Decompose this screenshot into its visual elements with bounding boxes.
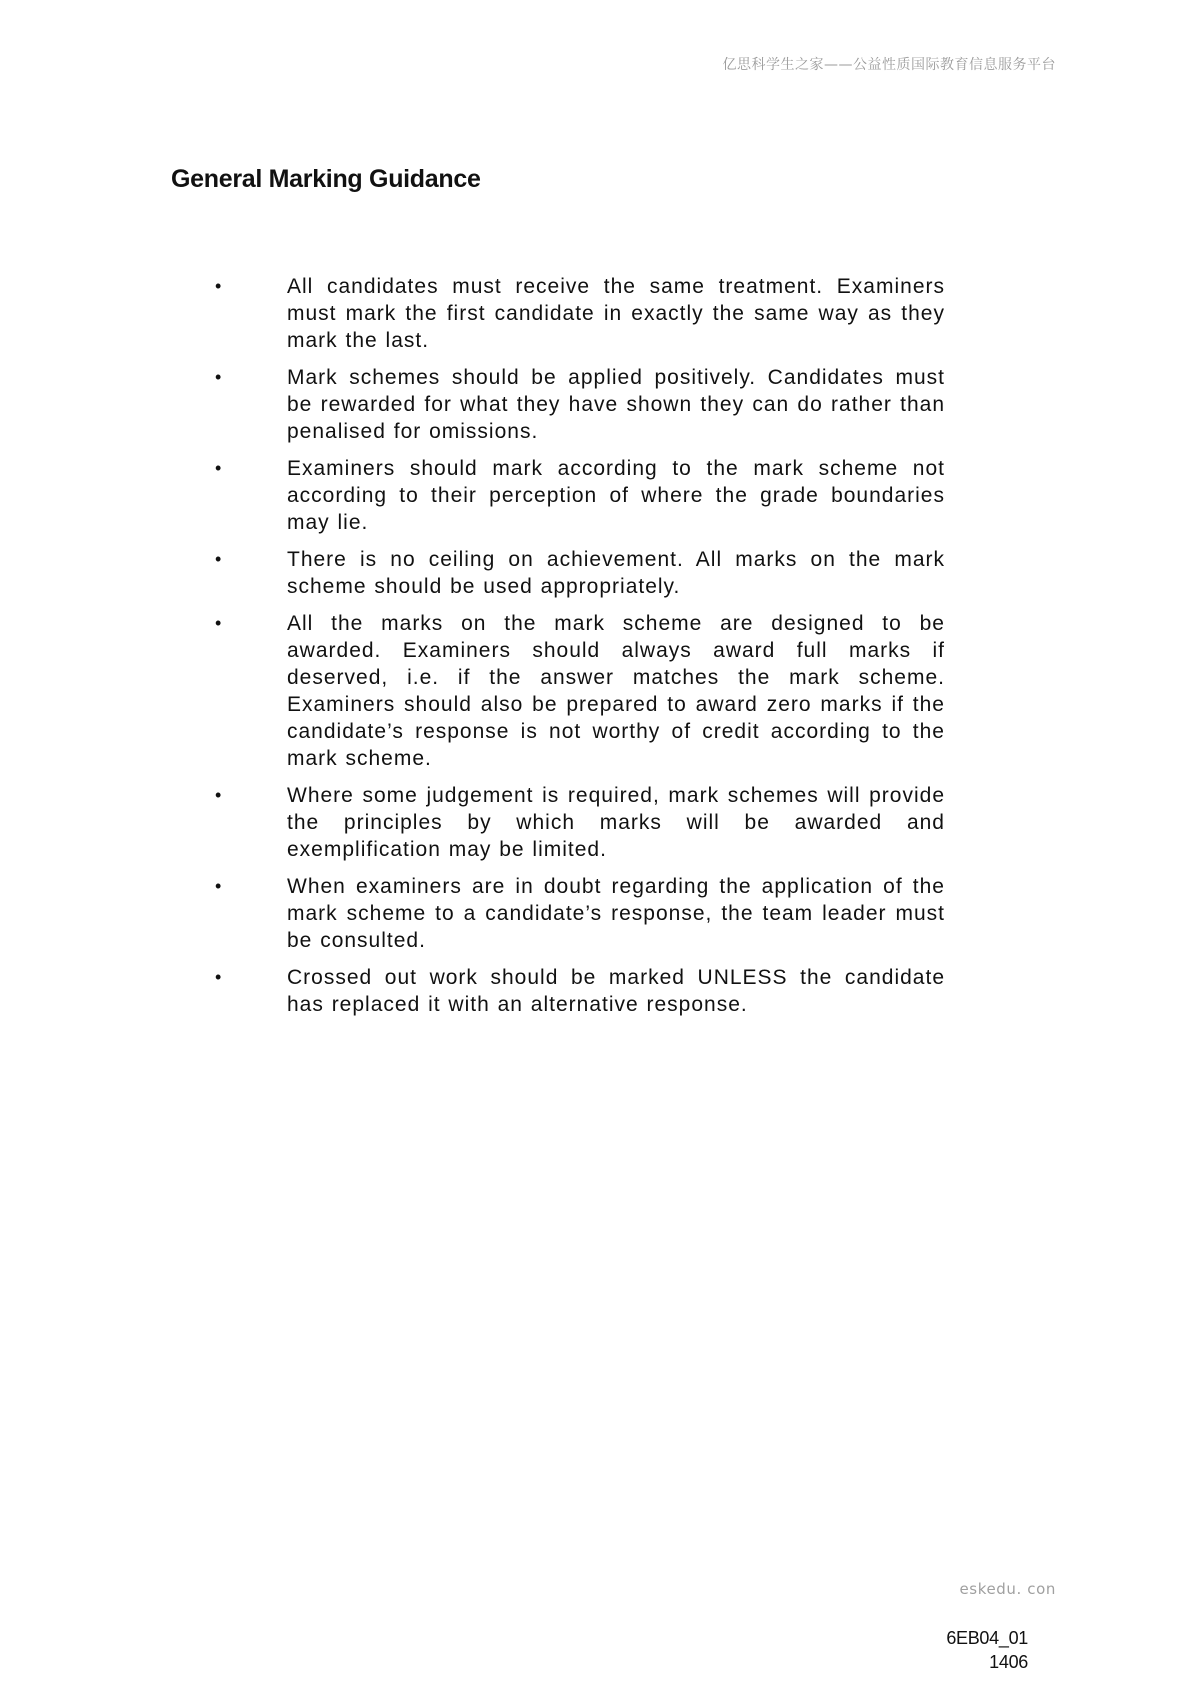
- list-item: [213, 273, 945, 354]
- list-item: [213, 546, 945, 600]
- list-item-text: Where some judgement is required, mark schemes will provide the principles by which marks will be awarded and exemplification may be limited.: [287, 784, 945, 861]
- guidance-list: [213, 273, 945, 1028]
- bullet-icon: •: [215, 613, 222, 633]
- list-item-text: When examiners are in doubt regarding the application of the mark scheme to a candidate’s response, the team leader must be consulted.: [287, 875, 945, 952]
- list-item: [213, 873, 945, 954]
- list-item: [213, 610, 945, 772]
- list-item-text: Crossed out work should be marked UNLESS the candidate has replaced it with an alternative response.: [287, 966, 945, 1016]
- bullet-icon: •: [215, 549, 222, 569]
- list-item: [213, 455, 945, 536]
- list-item-text: All the marks on the mark scheme are designed to be awarded. Examiners should always award full marks if deserved, i.e. if the answer matches the mark scheme. Examiners should also be prepared to award zero marks if the candidate’s response is not worthy of credit according to the mark scheme.: [287, 612, 945, 770]
- list-item-text: Examiners should mark according to the mark scheme not according to their perception of where the grade boundaries may lie.: [287, 457, 945, 534]
- list-item: [213, 964, 945, 1018]
- paper-code: 6EB04_01: [946, 1628, 1028, 1648]
- bullet-icon: •: [215, 367, 222, 387]
- bullet-icon: •: [215, 876, 222, 896]
- bullet-icon: •: [215, 458, 222, 478]
- bullet-icon: •: [215, 967, 222, 987]
- page-title: General Marking Guidance: [171, 165, 481, 193]
- list-item-text: There is no ceiling on achievement. All marks on the mark scheme should be used appropriately.: [287, 548, 945, 598]
- paper-reference: [946, 1626, 1028, 1674]
- list-item: [213, 782, 945, 863]
- exam-session: 1406: [989, 1652, 1028, 1672]
- list-item: [213, 364, 945, 445]
- header-watermark: 亿思科学生之家——公益性质国际教育信息服务平台: [722, 57, 1056, 73]
- footer-watermark: eskedu. con: [959, 1580, 1056, 1598]
- bullet-icon: •: [215, 785, 222, 805]
- list-item-text: Mark schemes should be applied positively. Candidates must be rewarded for what they have shown they can do rather than penalised for omissions.: [287, 366, 945, 443]
- bullet-icon: •: [215, 276, 222, 296]
- list-item-text: All candidates must receive the same treatment. Examiners must mark the first candidate in exactly the same way as they mark the last.: [287, 275, 945, 352]
